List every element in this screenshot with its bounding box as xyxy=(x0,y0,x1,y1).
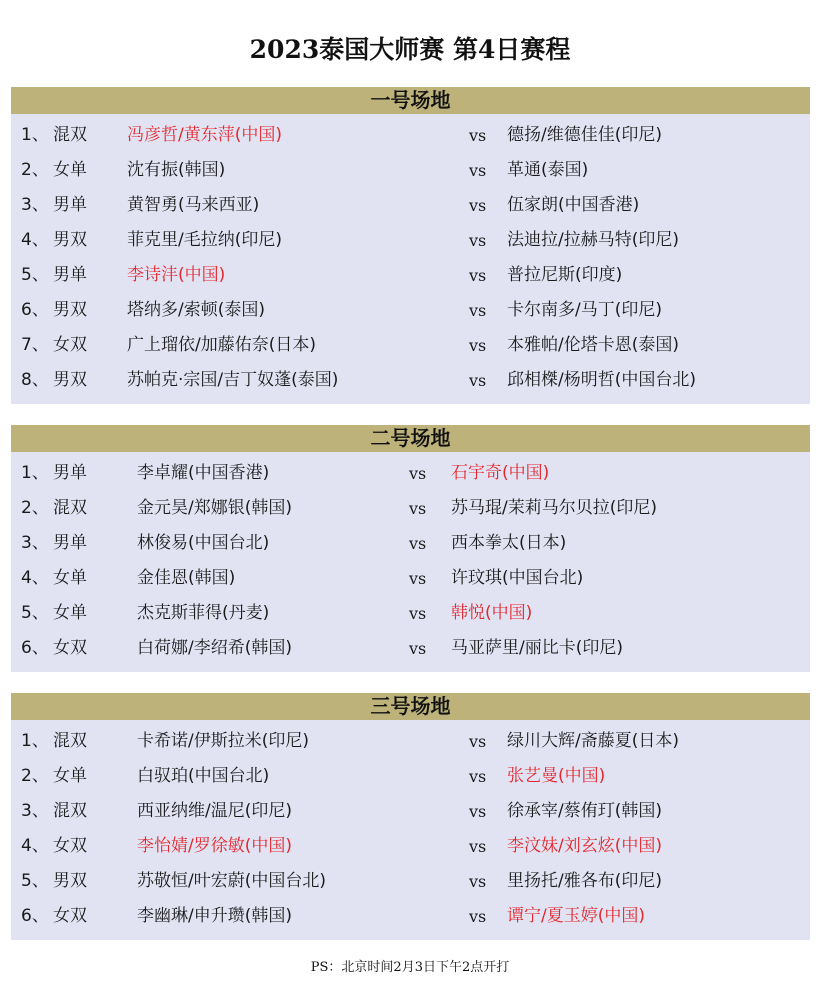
match-row xyxy=(11,293,810,328)
match-number: 4、 xyxy=(21,568,49,588)
event-type: 女双 xyxy=(53,836,87,856)
right-player: 伍家朗(中国香港) xyxy=(507,195,640,215)
match-number: 1、 xyxy=(21,731,49,751)
left-player: 林俊易(中国台北) xyxy=(137,533,270,553)
right-player: 邱相榤/杨明哲(中国台北) xyxy=(507,370,696,390)
match-row xyxy=(11,631,810,666)
match-number: 8、 xyxy=(21,370,49,390)
event-type: 混双 xyxy=(53,731,87,751)
match-row xyxy=(11,561,810,596)
page-title: 2023泰国大师赛 第4日赛程 xyxy=(249,35,571,64)
event-type: 男双 xyxy=(53,871,87,891)
match-number: 6、 xyxy=(21,906,49,926)
right-player: 西本拳太(日本) xyxy=(451,533,567,553)
left-player: 李诗沣(中国) xyxy=(127,265,226,285)
event-type: 混双 xyxy=(53,125,87,145)
match-row xyxy=(11,118,810,153)
right-player: 法迪拉/拉赫马特(印尼) xyxy=(507,230,679,250)
match-number: 1、 xyxy=(21,463,49,483)
right-player: 卡尔南多/马丁(印尼) xyxy=(507,300,662,320)
court-header: 二号场地 xyxy=(11,425,810,452)
match-list xyxy=(11,114,810,404)
match-number: 2、 xyxy=(21,766,49,786)
left-player: 卡希诺/伊斯拉米(印尼) xyxy=(137,731,309,751)
match-number: 3、 xyxy=(21,533,49,553)
match-row xyxy=(11,223,810,258)
court-2-section xyxy=(11,425,810,672)
right-player: 德扬/维德佳佳(印尼) xyxy=(507,125,662,145)
vs-label: vs xyxy=(469,336,487,355)
event-type: 女双 xyxy=(53,906,87,926)
left-player: 沈有振(韩国) xyxy=(127,160,226,180)
match-row xyxy=(11,829,810,864)
match-row xyxy=(11,363,810,398)
event-type: 女单 xyxy=(53,568,87,588)
vs-label: vs xyxy=(469,196,487,215)
left-player: 金元昊/郑娜银(韩国) xyxy=(137,498,292,518)
left-player: 西亚纳维/温尼(印尼) xyxy=(137,801,292,821)
left-player: 金佳恩(韩国) xyxy=(137,568,236,588)
event-type: 男双 xyxy=(53,230,87,250)
vs-label: vs xyxy=(409,534,427,553)
vs-label: vs xyxy=(409,464,427,483)
left-player: 广上瑠依/加藤佑奈(日本) xyxy=(127,335,316,355)
right-player: 马亚萨里/丽比卡(印尼) xyxy=(451,638,623,658)
vs-label: vs xyxy=(409,569,427,588)
vs-label: vs xyxy=(469,301,487,320)
match-number: 6、 xyxy=(21,638,49,658)
vs-label: vs xyxy=(469,231,487,250)
left-player: 黄智勇(马来西亚) xyxy=(127,195,260,215)
vs-label: vs xyxy=(469,802,487,821)
left-player: 冯彦哲/黄东萍(中国) xyxy=(127,125,282,145)
event-type: 男单 xyxy=(53,463,87,483)
right-player: 里扬托/雅各布(印尼) xyxy=(507,871,662,891)
court-3-section xyxy=(11,693,810,940)
event-type: 混双 xyxy=(53,498,87,518)
left-player: 苏敬恒/叶宏蔚(中国台北) xyxy=(137,871,326,891)
right-player: 本雅帕/伦塔卡恩(泰国) xyxy=(507,335,679,355)
court-header: 三号场地 xyxy=(11,693,810,720)
left-player: 菲克里/毛拉纳(印尼) xyxy=(127,230,282,250)
vs-label: vs xyxy=(469,872,487,891)
vs-label: vs xyxy=(469,837,487,856)
match-row xyxy=(11,724,810,759)
vs-label: vs xyxy=(469,266,487,285)
court-1-section xyxy=(11,87,810,404)
right-player: 普拉尼斯(印度) xyxy=(507,265,623,285)
match-row xyxy=(11,864,810,899)
match-number: 6、 xyxy=(21,300,49,320)
match-number: 2、 xyxy=(21,498,49,518)
right-player: 革通(泰国) xyxy=(507,160,589,180)
vs-label: vs xyxy=(409,604,427,623)
match-row xyxy=(11,328,810,363)
event-type: 男单 xyxy=(53,265,87,285)
right-player: 苏马琨/茉莉马尔贝拉(印尼) xyxy=(451,498,657,518)
vs-label: vs xyxy=(469,907,487,926)
match-row xyxy=(11,188,810,223)
match-number: 2、 xyxy=(21,160,49,180)
match-number: 7、 xyxy=(21,335,49,355)
match-row xyxy=(11,759,810,794)
left-player: 李幽琳/申升瓒(韩国) xyxy=(137,906,292,926)
vs-label: vs xyxy=(409,499,427,518)
left-player: 塔纳多/索顿(泰国) xyxy=(127,300,265,320)
right-player: 韩悦(中国) xyxy=(451,603,533,623)
right-player: 谭宁/夏玉婷(中国) xyxy=(507,906,645,926)
match-list xyxy=(11,720,810,940)
event-type: 女单 xyxy=(53,766,87,786)
event-type: 男单 xyxy=(53,533,87,553)
left-player: 杰克斯菲得(丹麦) xyxy=(137,603,270,623)
vs-label: vs xyxy=(469,371,487,390)
vs-label: vs xyxy=(469,732,487,751)
match-number: 5、 xyxy=(21,603,49,623)
event-type: 女双 xyxy=(53,335,87,355)
event-type: 女双 xyxy=(53,638,87,658)
match-row xyxy=(11,899,810,934)
match-row xyxy=(11,456,810,491)
match-row xyxy=(11,526,810,561)
match-number: 1、 xyxy=(21,125,49,145)
right-player: 徐承宰/蔡侑玎(韩国) xyxy=(507,801,662,821)
footnote: PS：北京时间2月3日下午2点开打 xyxy=(310,960,510,975)
vs-label: vs xyxy=(409,639,427,658)
match-row xyxy=(11,258,810,293)
left-player: 苏帕克·宗国/吉丁奴蓬(泰国) xyxy=(127,370,339,390)
right-player: 绿川大辉/斋藤夏(日本) xyxy=(507,731,679,751)
vs-label: vs xyxy=(469,161,487,180)
event-type: 男双 xyxy=(53,300,87,320)
match-number: 4、 xyxy=(21,836,49,856)
match-number: 5、 xyxy=(21,871,49,891)
match-number: 3、 xyxy=(21,801,49,821)
court-header: 一号场地 xyxy=(11,87,810,114)
event-type: 女单 xyxy=(53,603,87,623)
right-player: 许玟琪(中国台北) xyxy=(451,568,584,588)
match-row xyxy=(11,491,810,526)
right-player: 李汶妹/刘玄炫(中国) xyxy=(507,836,662,856)
match-row xyxy=(11,794,810,829)
event-type: 男单 xyxy=(53,195,87,215)
match-row xyxy=(11,153,810,188)
event-type: 女单 xyxy=(53,160,87,180)
match-number: 5、 xyxy=(21,265,49,285)
right-player: 张艺曼(中国) xyxy=(507,766,606,786)
left-player: 白荷娜/李绍希(韩国) xyxy=(137,638,292,658)
event-type: 混双 xyxy=(53,801,87,821)
vs-label: vs xyxy=(469,767,487,786)
event-type: 男双 xyxy=(53,370,87,390)
right-player: 石宇奇(中国) xyxy=(451,463,550,483)
match-list xyxy=(11,452,810,672)
vs-label: vs xyxy=(469,126,487,145)
left-player: 李怡婧/罗徐敏(中国) xyxy=(137,836,292,856)
match-row xyxy=(11,596,810,631)
left-player: 白驭珀(中国台北) xyxy=(137,766,270,786)
match-number: 4、 xyxy=(21,230,49,250)
left-player: 李卓耀(中国香港) xyxy=(137,463,270,483)
match-number: 3、 xyxy=(21,195,49,215)
